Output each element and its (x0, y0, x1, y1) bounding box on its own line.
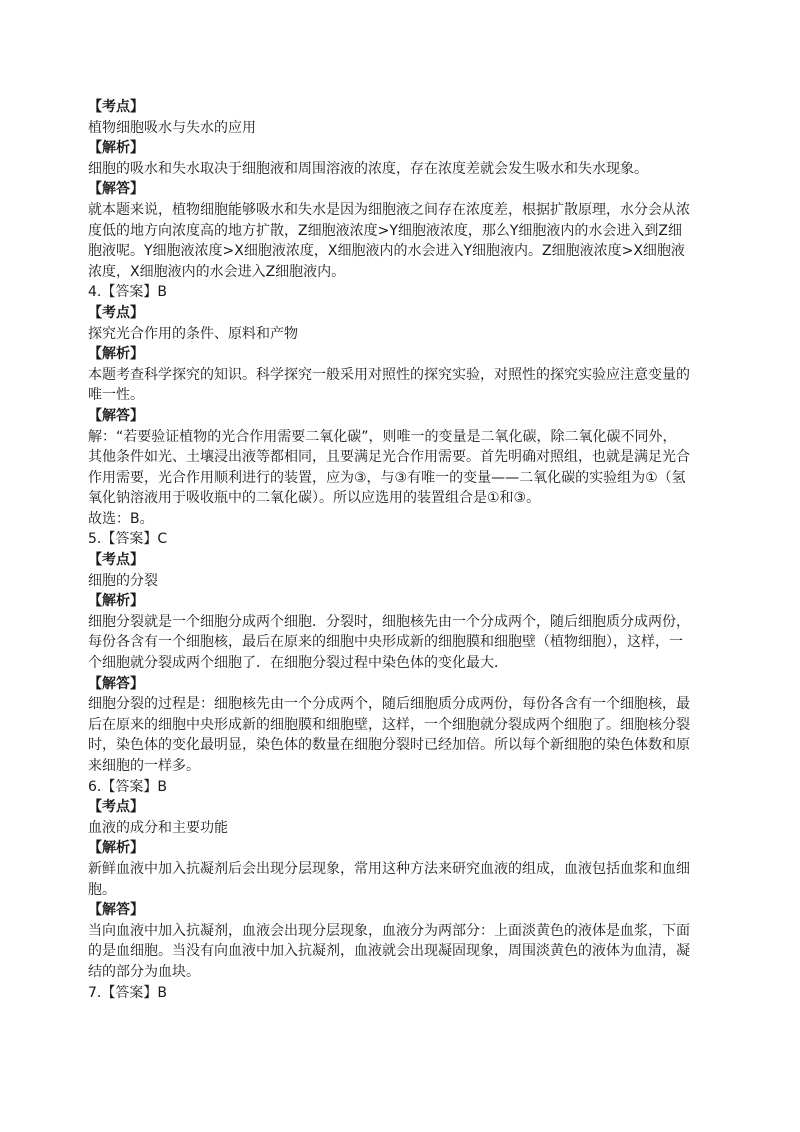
text-line: 细胞的吸水和失水取决于细胞液和周围溶液的浓度，存在浓度差就会发生吸水和失水现象。 (88, 160, 648, 177)
text-line: 细胞的分裂 (88, 572, 158, 589)
text-line: 6.【答案】B (88, 778, 167, 795)
text-line: 时，染色体的变化最明显，染色体的数量在细胞分裂时已经加倍。所以每个新细胞的染色体数和原 (88, 737, 690, 754)
text-line: 细胞分裂的过程是：细胞核先由一个分成两个，随后细胞质分成两份，每份各含有一个细胞核，最 (88, 696, 690, 713)
document-page (88, 97, 712, 1003)
text-line: 就本题来说，植物细胞能够吸水和失水是因为细胞液之间存在浓度差，根据扩散原理，水分会从浓 (88, 201, 690, 218)
text-line: 作用需要，光合作用顺利进行的装置，应为③，与③有唯一的变量——二氧化碳的实验组为①（氢 (88, 469, 686, 486)
text-line: 个细胞就分裂成两个细胞了．在细胞分裂过程中染色体的变化最大． (88, 655, 508, 672)
text-line: 度低的地方向浓度高的地方扩散，Z细胞液浓度>Y细胞液浓度，那么Y细胞液内的水会进入到Z细 (88, 222, 683, 239)
text-line: 植物细胞吸水与失水的应用 (88, 119, 256, 136)
text-line: 后在原来的细胞中央形成新的细胞膜和细胞壁，这样，一个细胞就分裂成两个细胞了。细胞核分裂 (88, 716, 690, 733)
text-line: 血液的成分和主要功能 (88, 819, 228, 836)
text-line: 当向血液中加入抗凝剂，血液会出现分层现象，血液分为两部分：上面淡黄色的液体是血浆，下面 (88, 922, 690, 939)
text-line: 5.【答案】C (88, 531, 168, 548)
section-heading: 【解答】 (88, 407, 144, 424)
section-heading: 【考点】 (88, 799, 144, 816)
section-heading: 【解答】 (88, 181, 144, 198)
text-line: 4.【答案】B (88, 284, 167, 301)
text-line: 来细胞的一样多。 (88, 758, 200, 774)
text-line: 胞液呢。Y细胞液浓度>X细胞液浓度，X细胞液内的水会进入Y细胞液内。Z细胞液浓度>X细胞液 (88, 243, 685, 260)
text-line: 胞。 (88, 881, 116, 898)
section-heading: 【解答】 (88, 675, 144, 692)
section-heading: 【考点】 (88, 99, 144, 115)
text-line: 新鲜血液中加入抗凝剂后会出现分层现象，常用这种方法来研究血液的组成，血液包括血浆和血细 (88, 860, 690, 877)
text-line: 浓度，X细胞液内的水会进入Z细胞液内。 (88, 263, 346, 280)
section-heading: 【考点】 (88, 304, 144, 321)
text-line: 氧化钠溶液用于吸收瓶中的二氧化碳）。所以应选用的装置组合是①和③。 (88, 490, 541, 507)
text-line: 的是血细胞。当没有向血液中加入抗凝剂，血液就会出现凝固现象，周围淡黄色的液体为血清，凝 (88, 943, 690, 960)
text-line: 唯一性。 (88, 387, 144, 404)
text-line: 解：“若要验证植物的光合作用需要二氧化碳”，则唯一的变量是二氧化碳，除二氧化碳不同外， (88, 428, 677, 445)
section-heading: 【解析】 (88, 140, 144, 157)
text-line: 故选：B。 (88, 510, 154, 527)
section-heading: 【解析】 (88, 346, 144, 363)
section-heading: 【解答】 (88, 902, 144, 919)
section-heading: 【解析】 (88, 593, 144, 610)
text-line: 7.【答案】B (88, 984, 167, 1001)
section-heading: 【考点】 (88, 552, 144, 569)
text-line: 结的部分为血块。 (88, 963, 200, 980)
text-line: 其他条件如光、土壤浸出液等都相同，且要满足光合作用需要。首先明确对照组，也就是满足光合 (88, 449, 690, 466)
section-heading: 【解析】 (88, 840, 144, 857)
text-line: 探究光合作用的条件、原料和产物 (88, 325, 298, 342)
text-line: 细胞分裂就是一个细胞分成两个细胞．分裂时，细胞核先由一个分成两个，随后细胞质分成两份， (88, 613, 690, 630)
text-line: 本题考查科学探究的知识。科学探究一般采用对照性的探究实验，对照性的探究实验应注意变量的 (88, 366, 690, 383)
text-line: 每份各含有一个细胞核，最后在原来的细胞中央形成新的细胞膜和细胞壁（植物细胞），这样，一 (88, 634, 683, 651)
